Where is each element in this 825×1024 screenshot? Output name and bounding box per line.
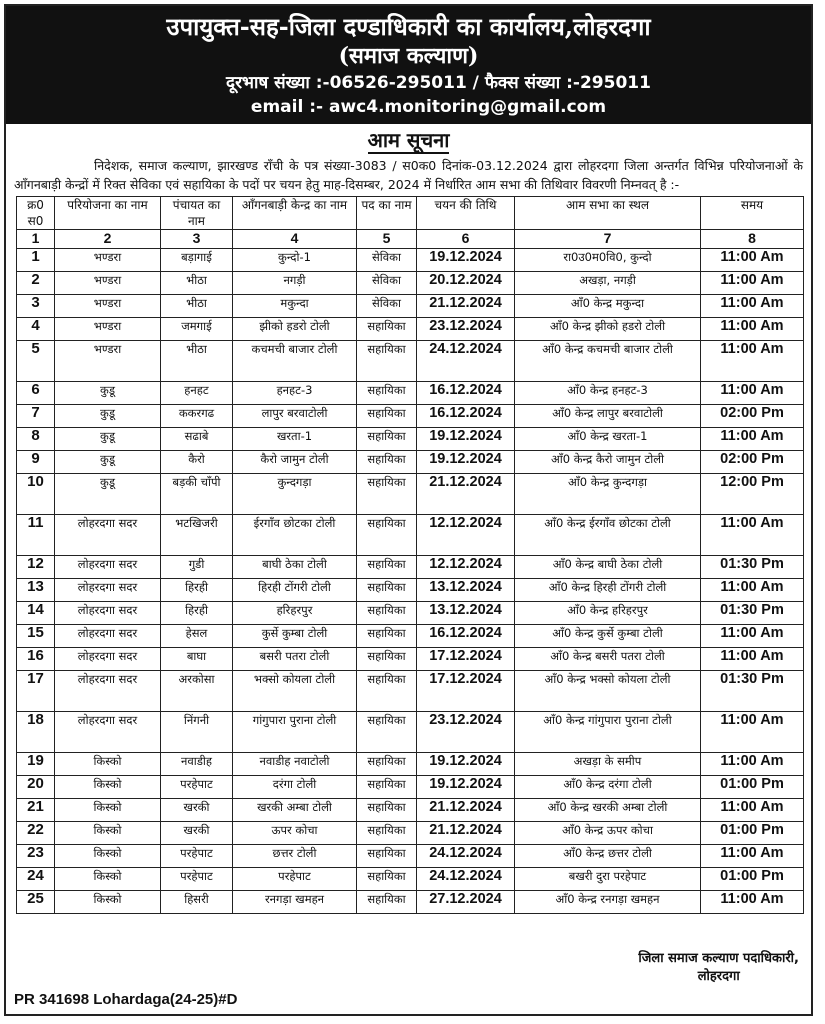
cell-project: किस्को xyxy=(55,753,161,776)
cell-post: सेविका xyxy=(357,295,417,318)
cell-time: 11:00 Am xyxy=(701,625,804,648)
cell-time: 01:00 Pm xyxy=(701,868,804,891)
cell-centre: कैरो जामुन टोली xyxy=(233,451,357,474)
cell-project: लोहरदगा सदर xyxy=(55,515,161,556)
cell-venue: आँ0 केन्द्र ईरगाँव छोटका टोली xyxy=(515,515,701,556)
header-date: चयन की तिथि xyxy=(417,197,515,230)
cell-project: कुडू xyxy=(55,428,161,451)
table-row xyxy=(17,474,804,515)
cell-centre: झीको हडरो टोली xyxy=(233,318,357,341)
cell-centre: कुन्दगड़ा xyxy=(233,474,357,515)
cell-venue: आँ0 केन्द्र हरिहरपुर xyxy=(515,602,701,625)
cell-project: किस्को xyxy=(55,868,161,891)
intro-text: निदेशक, समाज कल्याण, झारखण्ड राँची के पत्र संख्या-3083 / स0क0 दिनांक-03.12.2024 द्वारा लोहरदगा जिला अन्तर्गत विभिन्न परियोजनाओं के आँगनबाड़ी केन्द्रों में रिक्त सेविका एवं सहायिका के पदों पर चयन हेतु माह-दिसम्बर, 2024 में निर्धारित आम सभा की तिथिवार विवरणी निम्नवत् है :- xyxy=(14,158,803,192)
department-name: (समाज कल्याण) xyxy=(338,43,479,69)
cell-panchayat: निंगनी xyxy=(161,712,233,753)
cell-panchayat: हिसरी xyxy=(161,891,233,914)
cell-post: सहायिका xyxy=(357,318,417,341)
office-header xyxy=(6,6,811,124)
cell-centre: बाघी ठेका टोली xyxy=(233,556,357,579)
cell-date: 23.12.2024 xyxy=(417,712,515,753)
signature-block xyxy=(638,950,799,986)
cell-project: कुडू xyxy=(55,451,161,474)
signature-title: जिला समाज कल्याण पदाधिकारी, xyxy=(638,951,799,966)
table-row xyxy=(17,428,804,451)
table-row xyxy=(17,712,804,753)
cell-centre: मकुन्दा xyxy=(233,295,357,318)
cell-panchayat: भीठा xyxy=(161,272,233,295)
cell-time: 11:00 Am xyxy=(701,845,804,868)
cell-panchayat: बड़ागाई xyxy=(161,249,233,272)
cell-time: 11:00 Am xyxy=(701,272,804,295)
cell-date: 21.12.2024 xyxy=(417,295,515,318)
cell-sn: 22 xyxy=(17,822,55,845)
table-row xyxy=(17,405,804,428)
cell-centre: कुन्दो-1 xyxy=(233,249,357,272)
cell-centre: परहेपाट xyxy=(233,868,357,891)
cell-panchayat: खरकी xyxy=(161,822,233,845)
col-number: 3 xyxy=(161,230,233,249)
cell-time: 01:30 Pm xyxy=(701,602,804,625)
cell-sn: 24 xyxy=(17,868,55,891)
col-number: 8 xyxy=(701,230,804,249)
cell-venue: आँ0 केन्द्र रनगड़ा खमहन xyxy=(515,891,701,914)
cell-panchayat: अरकोसा xyxy=(161,671,233,712)
notice-title: आम सूचना xyxy=(367,128,450,152)
cell-centre: ईरगाँव छोटका टोली xyxy=(233,515,357,556)
cell-post: सहायिका xyxy=(357,671,417,712)
cell-date: 13.12.2024 xyxy=(417,602,515,625)
cell-centre: ऊपर कोचा xyxy=(233,822,357,845)
header-project: परियोजना का नाम xyxy=(55,197,161,230)
cell-project: कुडू xyxy=(55,405,161,428)
cell-sn: 1 xyxy=(17,249,55,272)
cell-date: 19.12.2024 xyxy=(417,776,515,799)
cell-time: 11:00 Am xyxy=(701,799,804,822)
cell-venue: आँ0 केन्द्र बाघी ठेका टोली xyxy=(515,556,701,579)
cell-post: सहायिका xyxy=(357,341,417,382)
cell-project: किस्को xyxy=(55,799,161,822)
cell-sn: 5 xyxy=(17,341,55,382)
cell-sn: 18 xyxy=(17,712,55,753)
cell-panchayat: परहेपाट xyxy=(161,776,233,799)
cell-post: सहायिका xyxy=(357,845,417,868)
cell-project: भण्डरा xyxy=(55,249,161,272)
cell-post: सहायिका xyxy=(357,451,417,474)
cell-project: भण्डरा xyxy=(55,295,161,318)
header-time: समय xyxy=(701,197,804,230)
cell-venue: आँ0 केन्द्र झीको हडरो टोली xyxy=(515,318,701,341)
cell-post: सहायिका xyxy=(357,625,417,648)
table-row xyxy=(17,382,804,405)
cell-time: 02:00 Pm xyxy=(701,451,804,474)
cell-post: सहायिका xyxy=(357,382,417,405)
col-number: 4 xyxy=(233,230,357,249)
cell-centre: लापुर बरवाटोली xyxy=(233,405,357,428)
cell-centre: बसरी पतरा टोली xyxy=(233,648,357,671)
table-row xyxy=(17,272,804,295)
cell-centre: खरता-1 xyxy=(233,428,357,451)
cell-sn: 16 xyxy=(17,648,55,671)
cell-venue: आँ0 केन्द्र ऊपर कोचा xyxy=(515,822,701,845)
cell-sn: 15 xyxy=(17,625,55,648)
cell-sn: 20 xyxy=(17,776,55,799)
column-number-row xyxy=(17,230,804,249)
cell-panchayat: जमगाई xyxy=(161,318,233,341)
cell-post: सहायिका xyxy=(357,822,417,845)
cell-project: किस्को xyxy=(55,891,161,914)
cell-venue: आँ0 केन्द्र बसरी पतरा टोली xyxy=(515,648,701,671)
cell-post: सहायिका xyxy=(357,712,417,753)
cell-venue: अखड़ा के समीप xyxy=(515,753,701,776)
schedule-table xyxy=(16,196,804,914)
cell-time: 11:00 Am xyxy=(701,753,804,776)
cell-sn: 6 xyxy=(17,382,55,405)
cell-date: 19.12.2024 xyxy=(417,428,515,451)
cell-post: सहायिका xyxy=(357,405,417,428)
cell-venue: आँ0 केन्द्र खरकी अम्बा टोली xyxy=(515,799,701,822)
cell-date: 19.12.2024 xyxy=(417,753,515,776)
signature-place: लोहरदगा xyxy=(697,969,740,984)
cell-post: सहायिका xyxy=(357,799,417,822)
cell-date: 23.12.2024 xyxy=(417,318,515,341)
cell-sn: 23 xyxy=(17,845,55,868)
cell-project: लोहरदगा सदर xyxy=(55,625,161,648)
cell-sn: 13 xyxy=(17,579,55,602)
cell-time: 11:00 Am xyxy=(701,579,804,602)
header-post: पद का नाम xyxy=(357,197,417,230)
cell-date: 21.12.2024 xyxy=(417,799,515,822)
office-name: उपायुक्त-सह-जिला दण्डाधिकारी का कार्यालय,लोहरदगा xyxy=(166,12,651,41)
cell-panchayat: नवाडीह xyxy=(161,753,233,776)
table-row xyxy=(17,671,804,712)
table-header-row xyxy=(17,197,804,230)
table-row xyxy=(17,579,804,602)
table-row xyxy=(17,295,804,318)
table-row xyxy=(17,845,804,868)
cell-post: सहायिका xyxy=(357,515,417,556)
cell-project: किस्को xyxy=(55,822,161,845)
cell-venue: आँ0 केन्द्र भक्सो कोयला टोली xyxy=(515,671,701,712)
header-centre: आँगनबाड़ी केन्द्र का नाम xyxy=(233,197,357,230)
cell-venue: रा0उ0म0वि0, कुन्दो xyxy=(515,249,701,272)
col-number: 7 xyxy=(515,230,701,249)
cell-time: 11:00 Am xyxy=(701,891,804,914)
cell-panchayat: भीठा xyxy=(161,295,233,318)
cell-centre: कचमची बाजार टोली xyxy=(233,341,357,382)
cell-post: सहायिका xyxy=(357,891,417,914)
cell-project: लोहरदगा सदर xyxy=(55,602,161,625)
cell-venue: आँ0 केन्द्र लापुर बरवाटोली xyxy=(515,405,701,428)
cell-panchayat: बाघा xyxy=(161,648,233,671)
cell-sn: 8 xyxy=(17,428,55,451)
cell-post: सहायिका xyxy=(357,648,417,671)
cell-centre: दरंगा टोली xyxy=(233,776,357,799)
cell-date: 16.12.2024 xyxy=(417,405,515,428)
cell-post: सहायिका xyxy=(357,579,417,602)
cell-project: लोहरदगा सदर xyxy=(55,648,161,671)
table-row xyxy=(17,249,804,272)
cell-time: 11:00 Am xyxy=(701,428,804,451)
cell-panchayat: भटखिजरी xyxy=(161,515,233,556)
cell-centre: नवाडीह नवाटोली xyxy=(233,753,357,776)
cell-date: 24.12.2024 xyxy=(417,341,515,382)
cell-centre: कुर्से कुम्बा टोली xyxy=(233,625,357,648)
cell-project: कुडू xyxy=(55,474,161,515)
contact-email: email :- awc4.monitoring@gmail.com xyxy=(250,97,607,117)
cell-sn: 7 xyxy=(17,405,55,428)
cell-post: सहायिका xyxy=(357,428,417,451)
cell-time: 11:00 Am xyxy=(701,712,804,753)
cell-date: 17.12.2024 xyxy=(417,671,515,712)
col-number: 1 xyxy=(17,230,55,249)
cell-project: लोहरदगा सदर xyxy=(55,671,161,712)
header-panchayat: पंचायत का नाम xyxy=(161,197,233,230)
cell-project: भण्डरा xyxy=(55,318,161,341)
table-row xyxy=(17,868,804,891)
cell-date: 24.12.2024 xyxy=(417,868,515,891)
cell-time: 01:00 Pm xyxy=(701,776,804,799)
cell-project: लोहरदगा सदर xyxy=(55,579,161,602)
cell-panchayat: ककरगढ xyxy=(161,405,233,428)
cell-time: 12:00 Pm xyxy=(701,474,804,515)
table-row xyxy=(17,776,804,799)
cell-panchayat: खरकी xyxy=(161,799,233,822)
cell-venue: आँ0 केन्द्र कुन्दगड़ा xyxy=(515,474,701,515)
col-number: 2 xyxy=(55,230,161,249)
cell-time: 01:30 Pm xyxy=(701,671,804,712)
cell-centre: हिरही टोंगरी टोली xyxy=(233,579,357,602)
cell-post: सहायिका xyxy=(357,474,417,515)
cell-venue: अखड़ा, नगड़ी xyxy=(515,272,701,295)
cell-centre: छत्तर टोली xyxy=(233,845,357,868)
cell-date: 21.12.2024 xyxy=(417,822,515,845)
cell-panchayat: परहेपाट xyxy=(161,845,233,868)
cell-date: 17.12.2024 xyxy=(417,648,515,671)
cell-centre: भक्सो कोयला टोली xyxy=(233,671,357,712)
cell-centre: हरिहरपुर xyxy=(233,602,357,625)
notice-intro xyxy=(14,156,803,194)
cell-venue: बखरी दुरा परहेपाट xyxy=(515,868,701,891)
cell-post: सहायिका xyxy=(357,556,417,579)
cell-date: 21.12.2024 xyxy=(417,474,515,515)
cell-date: 19.12.2024 xyxy=(417,451,515,474)
table-row xyxy=(17,515,804,556)
cell-venue: आँ0 केन्द्र हनहट-3 xyxy=(515,382,701,405)
table-row xyxy=(17,625,804,648)
cell-sn: 21 xyxy=(17,799,55,822)
cell-panchayat: हेसल xyxy=(161,625,233,648)
cell-sn: 2 xyxy=(17,272,55,295)
cell-time: 11:00 Am xyxy=(701,249,804,272)
cell-panchayat: परहेपाट xyxy=(161,868,233,891)
cell-date: 13.12.2024 xyxy=(417,579,515,602)
cell-date: 24.12.2024 xyxy=(417,845,515,868)
col-number: 6 xyxy=(417,230,515,249)
cell-venue: आँ0 केन्द्र हिरही टोंगरी टोली xyxy=(515,579,701,602)
contact-phone: दूरभाष संख्या :-06526-295011 / फैक्स संख्या :-295011 xyxy=(226,73,651,93)
cell-project: किस्को xyxy=(55,776,161,799)
cell-panchayat: हिरही xyxy=(161,579,233,602)
cell-time: 11:00 Am xyxy=(701,295,804,318)
cell-project: भण्डरा xyxy=(55,341,161,382)
cell-sn: 3 xyxy=(17,295,55,318)
cell-panchayat: गुडी xyxy=(161,556,233,579)
cell-centre: हनहट-3 xyxy=(233,382,357,405)
cell-date: 19.12.2024 xyxy=(417,249,515,272)
cell-centre: रनगड़ा खमहन xyxy=(233,891,357,914)
cell-date: 20.12.2024 xyxy=(417,272,515,295)
cell-date: 12.12.2024 xyxy=(417,515,515,556)
col-number: 5 xyxy=(357,230,417,249)
cell-centre: खरकी अम्बा टोली xyxy=(233,799,357,822)
table-row xyxy=(17,556,804,579)
cell-post: सेविका xyxy=(357,272,417,295)
cell-time: 11:00 Am xyxy=(701,515,804,556)
cell-post: सेविका xyxy=(357,249,417,272)
cell-time: 11:00 Am xyxy=(701,382,804,405)
cell-post: सहायिका xyxy=(357,868,417,891)
table-row xyxy=(17,799,804,822)
schedule-rows xyxy=(17,249,804,914)
cell-panchayat: कैरो xyxy=(161,451,233,474)
cell-venue: आँ0 केन्द्र गांगुपारा पुराना टोली xyxy=(515,712,701,753)
cell-sn: 4 xyxy=(17,318,55,341)
table-row xyxy=(17,341,804,382)
cell-sn: 12 xyxy=(17,556,55,579)
cell-centre: नगड़ी xyxy=(233,272,357,295)
cell-venue: आँ0 केन्द्र कैरो जामुन टोली xyxy=(515,451,701,474)
cell-panchayat: भीठा xyxy=(161,341,233,382)
cell-time: 11:00 Am xyxy=(701,341,804,382)
cell-project: भण्डरा xyxy=(55,272,161,295)
cell-project: किस्को xyxy=(55,845,161,868)
table-row xyxy=(17,451,804,474)
cell-sn: 19 xyxy=(17,753,55,776)
cell-venue: आँ0 केन्द्र छत्तर टोली xyxy=(515,845,701,868)
cell-panchayat: हनहट xyxy=(161,382,233,405)
cell-post: सहायिका xyxy=(357,753,417,776)
cell-sn: 25 xyxy=(17,891,55,914)
cell-venue: आँ0 केन्द्र मकुन्दा xyxy=(515,295,701,318)
cell-centre: गांगुपारा पुराना टोली xyxy=(233,712,357,753)
cell-venue: आँ0 केन्द्र कुर्से कुम्बा टोली xyxy=(515,625,701,648)
table-row xyxy=(17,891,804,914)
cell-time: 11:00 Am xyxy=(701,318,804,341)
cell-time: 01:00 Pm xyxy=(701,822,804,845)
cell-venue: आँ0 केन्द्र दरंगा टोली xyxy=(515,776,701,799)
cell-panchayat: बड़की चाँपी xyxy=(161,474,233,515)
header-sn: क्र0 स0 xyxy=(17,197,55,230)
cell-sn: 14 xyxy=(17,602,55,625)
table-row xyxy=(17,318,804,341)
cell-project: लोहरदगा सदर xyxy=(55,556,161,579)
cell-date: 27.12.2024 xyxy=(417,891,515,914)
header-venue: आम सभा का स्थल xyxy=(515,197,701,230)
cell-sn: 10 xyxy=(17,474,55,515)
notice-page xyxy=(4,4,813,1016)
pr-number: PR 341698 Lohardaga(24-25)#D xyxy=(14,991,238,1008)
cell-sn: 11 xyxy=(17,515,55,556)
cell-time: 11:00 Am xyxy=(701,648,804,671)
cell-sn: 17 xyxy=(17,671,55,712)
cell-time: 02:00 Pm xyxy=(701,405,804,428)
cell-time: 01:30 Pm xyxy=(701,556,804,579)
cell-panchayat: हिरही xyxy=(161,602,233,625)
cell-panchayat: सढाबे xyxy=(161,428,233,451)
cell-sn: 9 xyxy=(17,451,55,474)
cell-date: 12.12.2024 xyxy=(417,556,515,579)
cell-post: सहायिका xyxy=(357,602,417,625)
cell-post: सहायिका xyxy=(357,776,417,799)
cell-project: लोहरदगा सदर xyxy=(55,712,161,753)
cell-date: 16.12.2024 xyxy=(417,625,515,648)
table-row xyxy=(17,648,804,671)
cell-project: कुडू xyxy=(55,382,161,405)
cell-venue: आँ0 केन्द्र कचमची बाजार टोली xyxy=(515,341,701,382)
table-row xyxy=(17,822,804,845)
table-row xyxy=(17,602,804,625)
cell-venue: आँ0 केन्द्र खरता-1 xyxy=(515,428,701,451)
cell-date: 16.12.2024 xyxy=(417,382,515,405)
table-row xyxy=(17,753,804,776)
